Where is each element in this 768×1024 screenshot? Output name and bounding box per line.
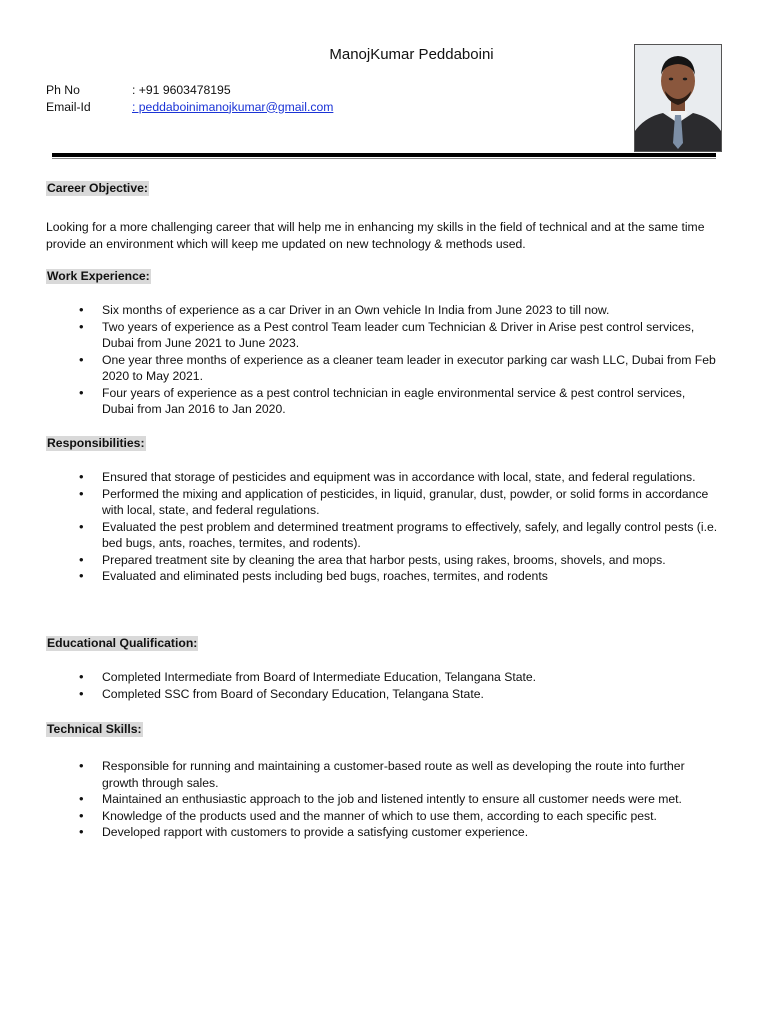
career-objective-text: Looking for a more challenging career that will help me in enhancing my skills in the field of technical and at the same time provide an environment which will keep me updated on new technology & methods used. bbox=[46, 220, 705, 251]
work-experience-heading: Work Experience: bbox=[47, 269, 150, 283]
phone-row bbox=[46, 82, 333, 99]
career-objective-heading: Career Objective: bbox=[47, 181, 148, 195]
header-divider-shadow bbox=[52, 158, 716, 159]
phone-label: Ph No bbox=[46, 83, 80, 97]
email-label: Email-Id bbox=[46, 99, 91, 114]
profile-photo bbox=[634, 44, 722, 152]
profile-photo-image bbox=[635, 45, 721, 151]
list-item: • Developed rapport with customers to provide a satisfying customer experience. bbox=[102, 824, 718, 841]
email-link[interactable]: : peddaboinimanojkumar@gmail.com bbox=[132, 99, 334, 114]
list-item: • Evaluated the pest problem and determined treatment programs to effectively, safely, and legally control pests (i.e. bed bugs, ants, roaches, termites, and rodents). bbox=[102, 519, 718, 552]
list-item: • Prepared treatment site by cleaning the area that harbor pests, using rakes, brooms, shovels, and mops. bbox=[102, 552, 718, 569]
candidate-name: ManojKumar Peddaboini bbox=[329, 46, 494, 63]
list-item: • Completed SSC from Board of Secondary Education, Telangana State. bbox=[102, 686, 718, 703]
list-item: • Maintained an enthusiastic approach to the job and listened intently to ensure all customer needs were met. bbox=[102, 791, 718, 808]
education-list bbox=[102, 669, 718, 702]
list-item: • Performed the mixing and application of pesticides, in liquid, granular, dust, powder, or solid forms in accordance with local, state, and federal regulations. bbox=[102, 486, 718, 519]
list-item: • Responsible for running and maintaining a customer-based route as well as developing the route into further growth through sales. bbox=[102, 758, 718, 791]
list-item: • Completed Intermediate from Board of Intermediate Education, Telangana State. bbox=[102, 669, 718, 686]
list-item: • Knowledge of the products used and the manner of which to use them, according to each specific pest. bbox=[102, 808, 718, 825]
list-item: • Two years of experience as a Pest control Team leader cum Technician & Driver in Arise pest control services, Dubai from June 2021 to June 2023. bbox=[102, 319, 718, 352]
phone-value: : +91 9603478195 bbox=[132, 83, 231, 97]
email-row bbox=[46, 99, 333, 116]
technical-skills-heading: Technical Skills: bbox=[47, 722, 142, 736]
responsibilities-list bbox=[102, 469, 718, 585]
contact-block bbox=[46, 82, 333, 115]
list-item: • Evaluated and eliminated pests including bed bugs, roaches, termites, and rodents bbox=[102, 568, 718, 585]
education-heading: Educational Qualification: bbox=[47, 636, 198, 650]
list-item: • One year three months of experience as a cleaner team leader in executor parking car wash LLC, Dubai from Feb 2020 to May 2021. bbox=[102, 352, 718, 385]
responsibilities-heading: Responsibilities: bbox=[47, 436, 145, 450]
work-experience-list bbox=[102, 302, 718, 418]
list-item: • Four years of experience as a pest control technician in eagle environmental service & pest control services, Dubai from Jan 2016 to Jan 2020. bbox=[102, 385, 718, 418]
header-divider bbox=[52, 153, 716, 157]
list-item: • Six months of experience as a car Driver in an Own vehicle In India from June 2023 to till now. bbox=[102, 302, 718, 319]
technical-skills-list bbox=[102, 758, 718, 841]
list-item: • Ensured that storage of pesticides and equipment was in accordance with local, state, and federal regulations. bbox=[102, 469, 718, 486]
